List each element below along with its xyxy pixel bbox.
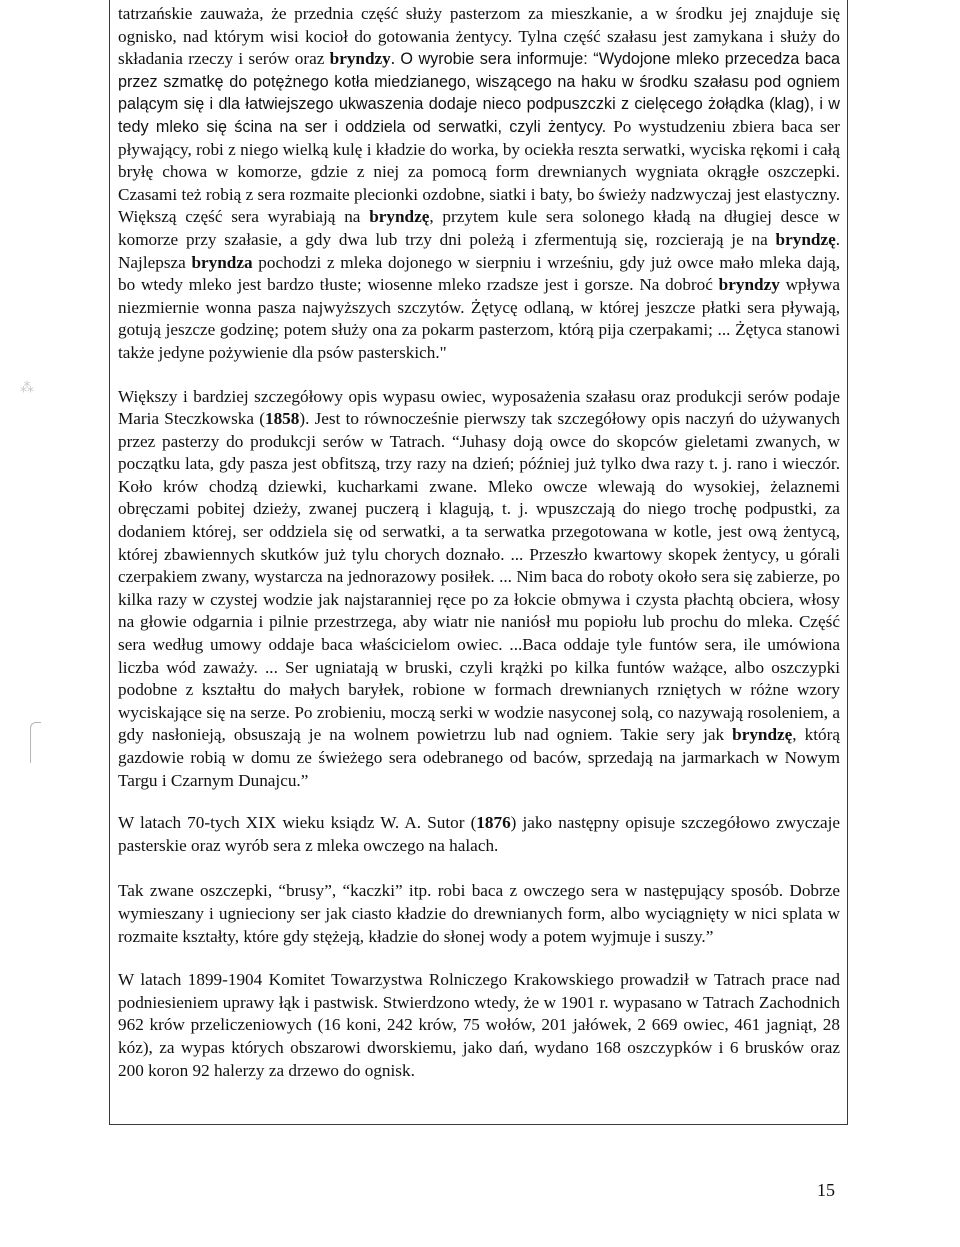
- text-run: , którą gazdowie robią w domu ze świeżego sera odebranego od baców, sprzedają na jarmarkach w Nowym Targu i Czarnym Dunajcu.”: [118, 725, 840, 790]
- text-run: ) jako następny opisuje szczegółowo zwyczaje pasterskie oraz wyrób sera z mleka owczego na halach.: [118, 813, 840, 855]
- text-run: , przytem kule sera solonego kładą na długiej desce w komorze przy szałasie, a gdy dwa lub trzy dni poleżą i zfermentują się, rozcierają je na: [118, 207, 840, 249]
- bold-term: bryndzy: [329, 49, 391, 69]
- paragraph-3: [118, 812, 840, 857]
- text-run: W latach 70-tych XIX wieku ksiądz W. A. Sutor (: [118, 813, 477, 833]
- text-run: ). Jest to równocześnie pierwszy tak szczegółowy opis naczyń do używanych przez pasterzy do produkcji serów w Tatrach. “Juhasy doją owce do skopców gieletami zwanych, w początku lata, gdy pasza jest obfitszą, trzy razy na dzień; później już tylko dwa razy t. j. rano i wieczór. Koło krów chodzą dziewki, kucharkami zwane. Mleko owcze wlewają do wysokiej, żelaznemi obręczami pobitej dzieży, zwanej puczerą i klagują, t. j. wpuszczają do niego trochę podpustki, za dodaniem której, ser oddziela się od serwatki, a ta serwatka przegotowana w kotle, jest ową żentycą, której zbawiennych skutków już tylu chorych doznało. ... Przeszło kwartowy skopek żentycy, u górali czerpakiem zwany, wystarcza na jednorazowy posiłek. ... Nim baca do roboty około sera się zabierze, po kilka razy w czystej wodzie jak najstaranniej ręce po za łokcie obmywa i czysta płachtą obciera, włosy na głowie odgarnia i pilnie przestrzega, aby wiatr nie naniósł mu popiołu lub prochu do mleka. Część sera według umowy oddaje baca właścicielom owiec. ...Baca oddaje tyle funtów sera, ile umówiona liczba wód zaważy. ... Ser ugniatają w bruski, czyli krążki po kilka funtów ważące, albo oszczypki podobne z kształtu do małych baryłek, robione w formach drewnianych rzniętych w różne wzory wyciskające się na serze. Po zrobieniu, moczą serki w wodzie nasyconej solą, co nazywają rosoleniem, a gdy nasłonieją, obsuszają je na wolnem powietrzu lub nad ogniem. Takie sery jak: [118, 409, 840, 745]
- bold-term: bryndzę: [775, 229, 836, 249]
- paragraph-2: [118, 386, 840, 793]
- paragraph-4: [118, 880, 840, 948]
- document-body: [118, 3, 840, 1103]
- text-run: W latach 1899-1904 Komitet Towarzystwa Rolniczego Krakowskiego prowadził w Tatrach prace nad podniesieniem uprawy łąk i pastwisk. Stwierdzono wtedy, że w 1901 r. wypasano w Tatrach Zachodnich 962 krów przeliczeniowych (16 koni, 242 krów, 75 wołów, 201 jałówek, 2 669 owiec, 461 jagniąt, 28 kóz), za wypas których obszarowi dworskiemu, jako dań, wydano 168 oszczypków i 6 brusków oraz 200 koron 92 halerzy za drzewo do ognisk.: [118, 970, 840, 1080]
- page-number: 15: [817, 1180, 835, 1200]
- text-run: wpływa niezmiernie wonna pasza najwyższych szczytów. Żętycę odlaną, w której jeszcze płatki sera pływają, gotują jeszcze godzinę; potem służy ona za pokarm pasterzom, którą pija czerpakami; ... Żętyca stanowi także jedyne pożywienie dla psów pasterskich.": [118, 275, 840, 362]
- text-run: . Najlepsza: [118, 229, 840, 272]
- bold-term: 1858: [264, 409, 300, 429]
- text-run: Większy i bardziej szczegółowy opis wypasu owiec, wyposażenia szałasu oraz produkcji serów podaje Maria Steczkowska (: [118, 386, 840, 429]
- text-run: Po wystudzeniu zbiera baca ser pływający, robi z niego wielką kulę i kładzie do worka, by ociekła reszta serwatki, wyciska rękomi i całą bryłę chowa w komorze, gdzie z niej za pomocą form drewnianych wygniata okrągłe oszczepki. Czasami też robią z sera rozmaite plecionki ozdobne, siatki i baty, bo świeży nadzwyczaj jest elastyczny. Większą część sera wyrabiają na: [118, 116, 840, 227]
- text-run: pochodzi z mleka dojonego w sierpniu i wrześniu, gdy już owce mało mleka dają, bo wtedy mleko jest bardzo tłuste; wiosenne mleko rzadsze jest i gorsze. Na dobroć: [118, 252, 840, 295]
- paragraph-5: [118, 969, 840, 1082]
- paragraph-1: [118, 3, 840, 365]
- bold-term: bryndzy: [718, 275, 780, 295]
- bold-term: bryndza: [191, 252, 253, 272]
- text-run: Tak zwane oszczepki, “brusy”, “kaczki” itp. robi baca z owczego sera w następujący sposób. Dobrze wymieszany i ugnieciony ser jak ciasto kładzie do drewnianych form, albo wyciągnięty w nici splata w rozmaite kształty, które gdy stężeją, kładzie do słonej wody a potem wyjmuje i suszy.”: [118, 881, 840, 946]
- text-run: O wyrobie sera informuje: “Wydojone mleko przecedza baca przez szmatkę do potężnego kotła miedzianego, wiszącego na haku w środku szałasu pod ogniem palącym się i dla łatwiejszego ukwaszenia dodaje nieco podpuszczki z cielęcego żołądka (klag), i w tedy mleko się ścina na ser i oddziela od serwatki, czyli żentycy.: [118, 50, 841, 136]
- bold-term: 1876: [476, 813, 511, 833]
- bold-term: bryndzę: [732, 725, 793, 745]
- faint-scan-mark-icon: ⁂: [20, 380, 34, 396]
- bold-term: bryndzę: [369, 207, 430, 227]
- text-run: tatrzańskie zauważa, że przednia część służy pasterzom za mieszkanie, a w środku jej znajduje się ognisko, nad którym wisi kocioł do gotowania żentycy. Tylna część szałasu jest zamykana i służy do składania rzeczy i serów oraz: [118, 4, 840, 69]
- margin-bracket-mark: [30, 722, 41, 763]
- text-run: .: [390, 49, 401, 69]
